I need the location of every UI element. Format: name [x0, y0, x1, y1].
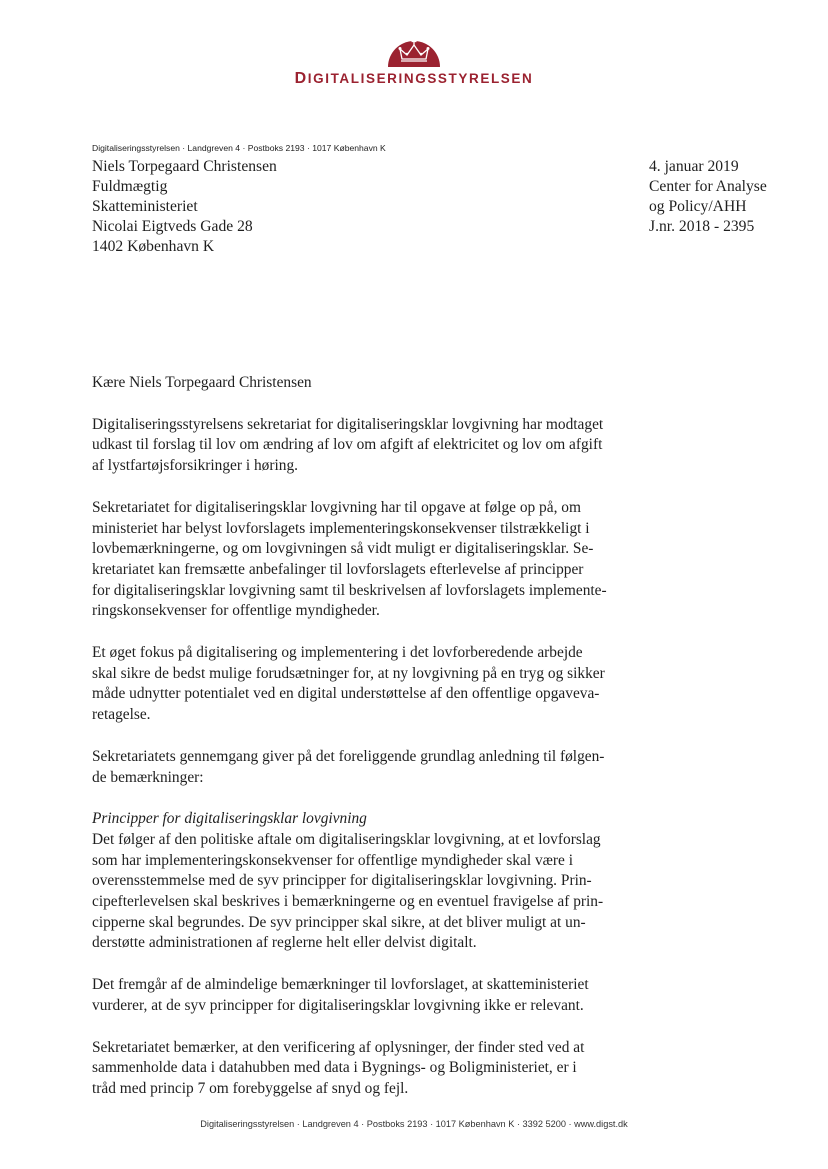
- section-heading: Principper for digitaliseringsklar lovgivning: [92, 810, 367, 828]
- text-line: Sekretariatets gennemgang giver på det foreliggende grundlag anledning til følgen-: [92, 747, 605, 765]
- journal-number: J.nr. 2018 - 2395: [649, 218, 755, 235]
- crown-icon: [384, 30, 444, 68]
- text-line: overensstemmelse med de syv principper for digitaliseringsklar lovgivning. Prin-: [92, 872, 592, 890]
- recipient-street: Nicolai Eigtveds Gade 28: [92, 218, 253, 235]
- sender-address-line: Digitaliseringsstyrelsen · Landgreven 4 · Postboks 2193 · 1017 København K: [92, 143, 386, 153]
- paragraph: [92, 643, 632, 726]
- paragraph: [92, 975, 632, 1016]
- letter-date: 4. januar 2019: [649, 158, 739, 175]
- text-line: de bemærkninger:: [92, 768, 204, 786]
- text-line: måde udnytter potentialet ved en digital understøttelse af den offentlige opgaveva-: [92, 685, 600, 703]
- text-line: som har implementeringskonsekvenser for offentlige myndigheder skal være i: [92, 851, 573, 869]
- text-line: Det fremgår af de almindelige bemærkninger til lovforslaget, at skatteministeriet: [92, 976, 589, 994]
- text-line: kretariatet kan fremsætte anbefalinger til lovforslagets efterlevelse af principper: [92, 560, 584, 578]
- page-footer: Digitaliseringsstyrelsen · Landgreven 4 · Postboks 2193 · 1017 København K · 3392 5200 · www.digst.dk: [200, 1119, 628, 1129]
- text-line: skal sikre de bedst mulige forudsætninger for, at ny lovgivning på en tryg og sikker: [92, 664, 605, 682]
- agency-name: DIGITALISERINGSSTYRELSEN: [294, 70, 534, 87]
- text-line: cipefterlevelsen skal beskrives i bemærkningerne og en eventuel fravigelse af prin-: [92, 893, 604, 911]
- text-line: Det følger af den politiske aftale om digitaliseringsklar lovgivning, at et lovforslag: [92, 830, 601, 848]
- text-line: cipperne skal begrundes. De syv principper skal sikre, at det bliver muligt at un-: [92, 913, 586, 931]
- text-line: lovbemærkningerne, og om lovgivningen så vidt muligt er digitaliseringsklar. Se-: [92, 540, 594, 558]
- paragraph: [92, 415, 632, 477]
- paragraph: [92, 1038, 632, 1100]
- text-line: af lystfartøjsforsikringer i høring.: [92, 457, 299, 475]
- recipient-address: [92, 157, 277, 257]
- department-line-2: og Policy/AHH: [649, 198, 747, 215]
- text-line: udkast til forslag til lov om ændring af lov om afgift af elektricitet og lov om afgift: [92, 436, 603, 454]
- letter-metadata: [649, 157, 767, 237]
- paragraph: [92, 498, 632, 622]
- text-line: Sekretariatet bemærker, at den verificering af oplysninger, der finder sted ved at: [92, 1038, 585, 1056]
- text-line: Digitaliseringsstyrelsens sekretariat for digitaliseringsklar lovgivning har modtaget: [92, 415, 604, 433]
- recipient-title: Fuldmægtig: [92, 178, 168, 195]
- letterhead-logo: [0, 30, 828, 88]
- text-line: for digitaliseringsklar lovgivning samt til beskrivelsen af lovforslagets implemente-: [92, 581, 607, 599]
- text-line: retagelse.: [92, 706, 151, 724]
- text-line: vurderer, at de syv principper for digitaliseringsklar lovgivning ikke er relevant.: [92, 996, 584, 1014]
- recipient-name: Niels Torpegaard Christensen: [92, 158, 277, 175]
- text-line: tråd med princip 7 om forebyggelse af snyd og fejl.: [92, 1079, 409, 1097]
- text-line: ringskonsekvenser for offentlige myndigheder.: [92, 602, 380, 620]
- recipient-city: 1402 København K: [92, 238, 215, 255]
- text-line: Sekretariatet for digitaliseringsklar lovgivning har til opgave at følge op på, om: [92, 498, 581, 516]
- text-line: derstøtte administrationen af reglerne helt eller delvist digitalt.: [92, 934, 477, 952]
- text-line: Et øget fokus på digitalisering og implementering i det lovforberedende arbejde: [92, 644, 583, 662]
- text-line: ministeriet har belyst lovforslagets implementeringskonsekvenser tilstrækkeligt i: [92, 519, 590, 537]
- letter-body: [92, 373, 632, 1121]
- paragraph: [92, 747, 632, 788]
- salutation: Kære Niels Torpegaard Christensen: [92, 374, 312, 391]
- text-line: sammenholde data i datahubben med data i Bygnings- og Boligministeriet, er i: [92, 1059, 577, 1077]
- recipient-organization: Skatteministeriet: [92, 198, 198, 215]
- department-line-1: Center for Analyse: [649, 178, 767, 195]
- section: [92, 809, 632, 954]
